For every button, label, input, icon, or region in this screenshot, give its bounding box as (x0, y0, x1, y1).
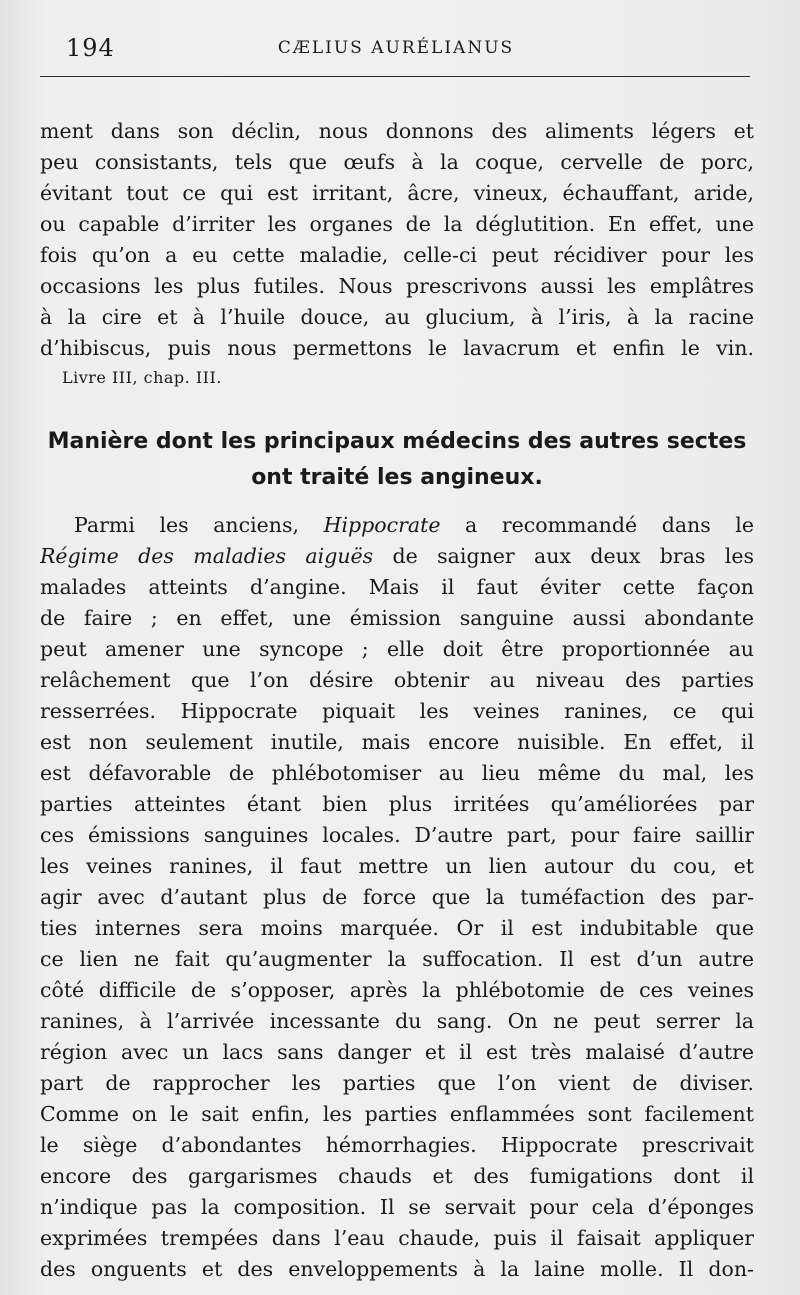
text-line: n’indique pas la composition. Il se servait pour cela d’éponges (40, 1195, 754, 1219)
text-line: ment dans son déclin, nous donnons des aliments légers et (40, 119, 754, 143)
text-line: occasions les plus futiles. Nous prescrivons aussi les emplâtres (40, 274, 754, 298)
text-line: agir avec d’autant plus de force que la tuméfaction des par- (40, 885, 754, 909)
text-line (40, 510, 754, 541)
heading-line: Manière dont les principaux médecins des autres sectes (47, 429, 747, 454)
text-line: évitant tout ce qui est irritant, âcre, vineux, échauffant, aride, (40, 181, 754, 205)
text-line: à la cire et à l’huile douce, au glucium, à l’iris, à la racine (40, 305, 754, 329)
running-title: CÆLIUS AURÉLIANUS (277, 38, 515, 58)
text-run: a recommandé dans le (440, 513, 754, 537)
header-rule (40, 76, 750, 77)
text-line: Comme on le sait enfin, les parties enflammées sont facilement (40, 1102, 754, 1126)
text-line: le siège d’abondantes hémorrhagies. Hippocrate prescrivait (40, 1133, 754, 1157)
source-reference: Livre III, chap. III. (62, 368, 222, 387)
text-line: d’hibiscus, puis nous permettons le lavacrum et enfin le vin. (40, 336, 754, 360)
text-line: malades atteints d’angine. Mais il faut éviter cette façon (40, 575, 754, 599)
section-heading (40, 424, 754, 496)
text-line: peu consistants, tels que œufs à la coque, cervelle de porc, (40, 150, 754, 174)
text-line: région avec un lacs sans danger et il est très malaisé d’autre (40, 1040, 754, 1064)
paragraph-continuation (40, 116, 754, 392)
heading-line: ont traité les angineux. (251, 465, 543, 490)
text-line: ce lien ne fait qu’augmenter la suffocation. Il est d’un autre (40, 947, 754, 971)
text-line: ties internes sera moins marquée. Or il est indubitable que (40, 916, 754, 940)
text-line: part de rapprocher les parties que l’on vient de diviser. (40, 1071, 754, 1095)
work-title-italic: Régime des maladies aiguës (40, 544, 374, 568)
text-line: les veines ranines, il faut mettre un lien autour du cou, et (40, 854, 754, 878)
text-line: exprimées trempées dans l’eau chaude, puis il faisait appliquer (40, 1226, 754, 1250)
author-name-italic: Hippocrate (323, 513, 441, 537)
text-line: ou capable d’irriter les organes de la déglutition. En effet, une (40, 212, 754, 236)
text-line: de faire ; en effet, une émission sanguine aussi abondante (40, 606, 754, 630)
text-line: encore des gargarismes chauds et des fumigations dont il (40, 1164, 754, 1188)
text-run: de saigner aux deux bras les (373, 544, 754, 568)
text-line (40, 541, 754, 572)
text-line: relâchement que l’on désire obtenir au niveau des parties (40, 668, 754, 692)
text-line: est défavorable de phlébotomiser au lieu même du mal, les (40, 761, 754, 785)
page-header (40, 32, 752, 72)
text-line: ranines, à l’arrivée incessante du sang. On ne peut serrer la (40, 1009, 754, 1033)
text-line: parties atteintes étant bien plus irritées qu’améliorées par (40, 792, 754, 816)
text-line: côté difficile de s’opposer, après la phlébotomie de ces veines (40, 978, 754, 1002)
paragraph-main (40, 510, 754, 1285)
text-line: des onguents et des enveloppements à la laine molle. Il don- (40, 1257, 754, 1281)
text-line: est non seulement inutile, mais encore nuisible. En effet, il (40, 730, 754, 754)
text-line: fois qu’on a eu cette maladie, celle-ci peut récidiver pour les (40, 243, 754, 267)
text-line: peut amener une syncope ; elle doit être proportionnée au (40, 637, 754, 661)
text-run: Parmi les anciens, (74, 513, 324, 537)
text-line: resserrées. Hippocrate piquait les veines ranines, ce qui (40, 699, 754, 723)
text-line: ces émissions sanguines locales. D’autre part, pour faire saillir (40, 823, 754, 847)
page-number: 194 (66, 34, 115, 62)
